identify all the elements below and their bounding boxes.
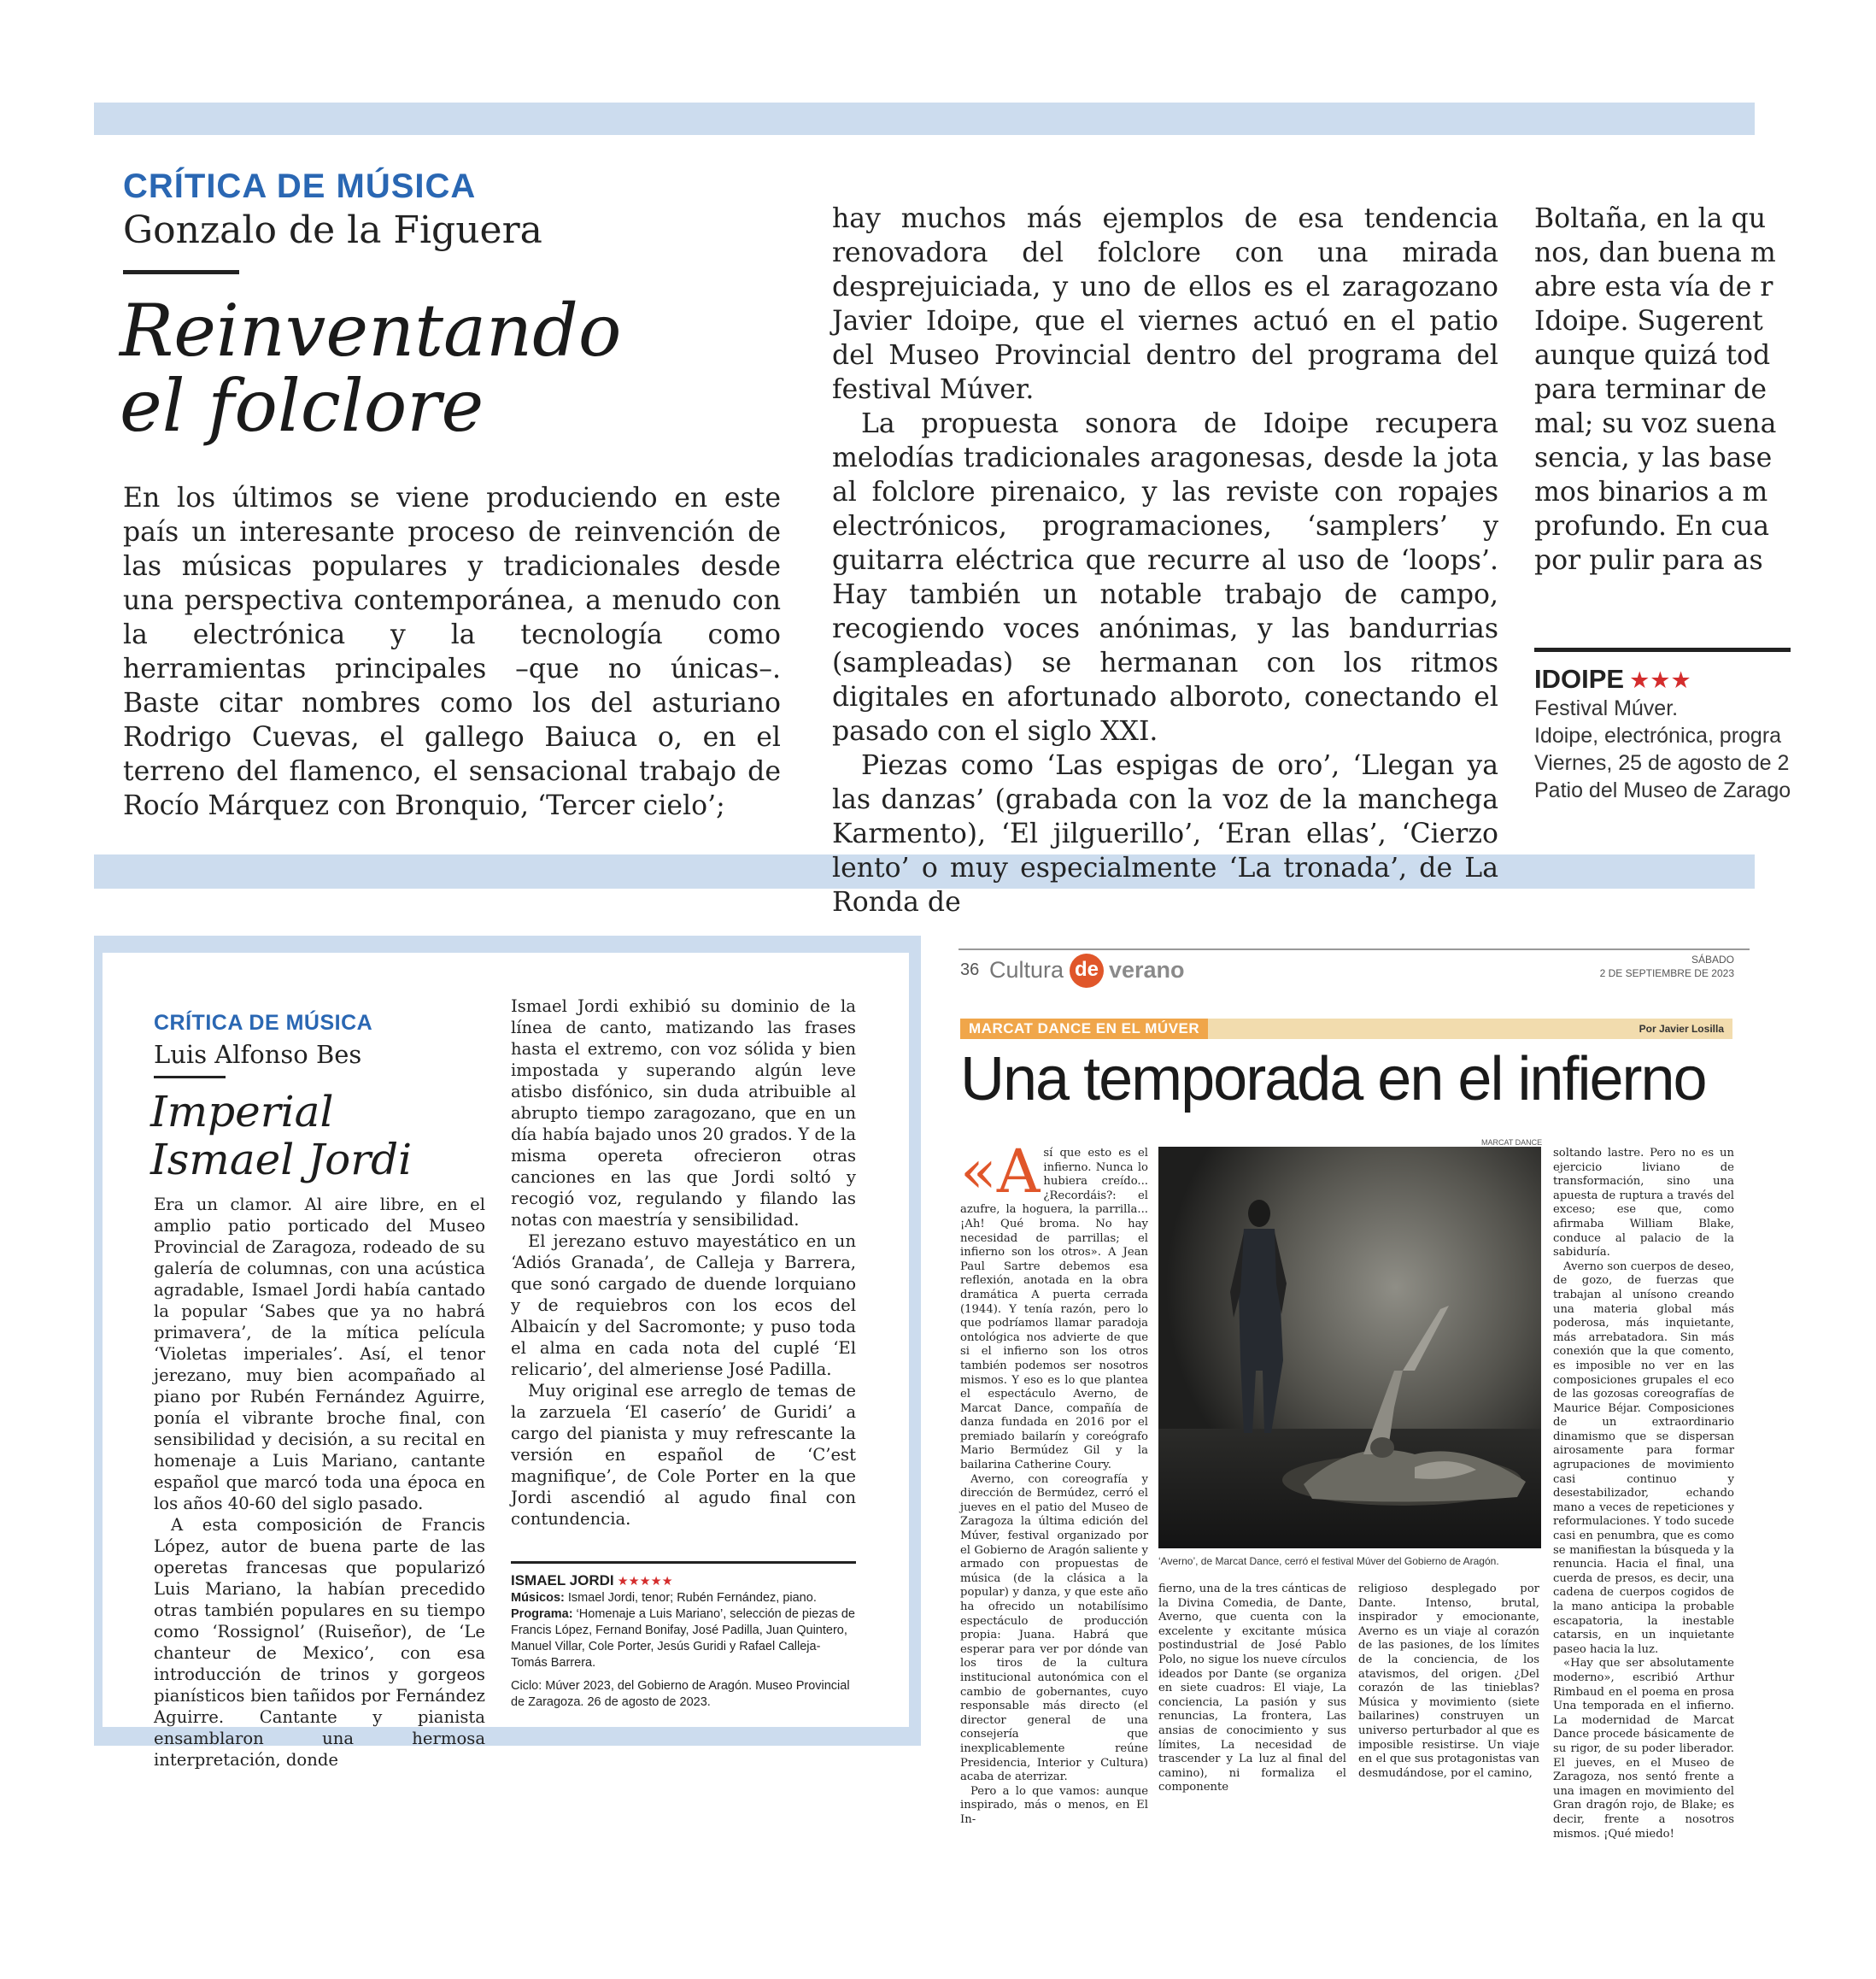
info-line: Patio del Museo de Zarago: [1534, 778, 1791, 802]
byline: Por Javier Losilla: [1639, 1023, 1724, 1035]
title-line-2: el folclore: [120, 364, 484, 448]
paragraph-text: sí que esto es el infierno. Nunca lo hubiera creído... ¿Recordáis?: el azufre, la hoguera, la parrilla... ¡Ah! Qué broma. No hay necesidad de parrillas; el infierno son los otros». A Jean Paul Sartre debemos esa reflexión, anotada en la obra dramática A puerta cerrada (1944). Y tenía razón, pero lo que podríamos llamar paradoja ontológica nos advierte de que si el infierno son los otros también podemos ser nosotros mismos. Y eso es lo que plantea el espectáculo Averno, de Marcat Dance, compañía de danza fundada en 2016 por el premiado bailarín y coreógrafo Mario Bermúdez Gil y la bailarina Catherine Coury.: [960, 1147, 1148, 1472]
text-line: profundo. En cua: [1534, 511, 1770, 542]
performer-name: IDOIPE: [1534, 664, 1625, 694]
paragraph: «Hay que ser absolutamente moderno», escribió Arthur Rimbaud en el poema en prosa Una temporada en el infierno. La modernidad de Marcat Dance procede básicamente de su rigor, de su poder liberador. El jueves, en el Museo de Zaragoza, nos sentó frente a una imagen en movimiento del Gran dragón rojo, de Blake; es decir, frente a nosotros mismos. ¡Qué miedo!: [1553, 1657, 1734, 1841]
paragraph: [960, 1136, 1148, 1473]
program-line: [511, 1606, 856, 1671]
kicker-label: MARCAT DANCE EN EL MÚVER: [960, 1019, 1208, 1039]
title-rule: [154, 1076, 226, 1078]
info-line: Idoipe, electrónica, progra: [1534, 724, 1782, 748]
body-column-3: [1358, 1583, 1539, 1781]
section-brand-de-badge: de: [1070, 954, 1104, 988]
text-line: mal; su voz suena: [1534, 408, 1777, 439]
text-line: sencia, y las base: [1534, 443, 1773, 473]
text-line: nos, dan buena m: [1534, 238, 1776, 268]
paragraph: En los últimos se viene produciendo en este país un interesante proceso de reinvención de las músicas populares y tradicionales desde una perspectiva contemporánea, a menudo con la electrónica y la tecnología como herramientas principales –que no únicas–. Baste citar nombres como los del asturiano Rodrigo Cuevas, el gallego Baiuca o, en el terreno del flamenco, el sensacional trabajo de Rocío Márquez con Bronquio, ‘Tercer cielo’;: [123, 483, 781, 821]
clipping-idoipe-review: [94, 103, 1791, 918]
kicker-bar: [960, 1019, 1732, 1039]
paragraph: Era un clamor. Al aire libre, en el amplio patio porticado del Museo Provincial de Zaragoza, rodeado de su galería de columnas, con una acústica agradable, Ismael Jordi había cantado la popular ‘Sabes que ya no habrá primavera’, de la mítica película ‘Violetas imperiales’. Así, el tenor jerezano, muy bien acompañado al piano por Rubén Fernández Aguirre, ponía el vibrante broche final, con sensibilidad y decisión, a su recital en homenaje a Luis Mariano, cantante español que marcó toda una época en los años 40-60 del siglo pasado.: [154, 1195, 485, 1513]
title-line-1: Reinventando: [120, 289, 622, 373]
section-label: CRÍTICA DE MÚSICA: [123, 167, 477, 205]
issue-day: SÁBADO: [1691, 954, 1734, 966]
section-brand-verano: verano: [1109, 957, 1185, 983]
paragraph: Averno, con coreografía y dirección de Bermúdez, cerró el jueves en el patio del Museo de Zaragoza la última edición del Múver, festival organizado por el Gobierno de Aragón saliente y armado con propuestas de música (de la clásica a la popular) y danza, y que este año ha ofrecido un notabilísimo espectáculo de producción propia: Juana. Habrá que esperar para ver por dónde van los tiros de la cultura institucional autonómica con el cambio de gobernantes, cuyo responsable más directo (el director general de una consejería que inexplicablemente reúne Presidencia, Interior y Cultura) acaba de aterrizar.: [960, 1472, 1148, 1784]
body-column-2: [511, 995, 856, 1530]
program-label: Programa:: [511, 1607, 573, 1621]
paragraph: Muy original ese arreglo de temas de la zarzuela ‘El caserío’ de Guridi’ a cargo del pianista y muy refrescante la versión en español de ‘C’est magnifique’, de Cole Porter en la que Jordi ascendió al agudo final con contundencia.: [511, 1381, 856, 1529]
article-title: [120, 289, 622, 448]
author-name: Luis Alfonso Bes: [154, 1040, 362, 1069]
review-info-box: [511, 1561, 856, 1711]
dance-photo: [1158, 1147, 1541, 1548]
body-column-1: [154, 1194, 485, 1771]
body-column-4: [1553, 1147, 1734, 1841]
photo-credit: MARCAT DANCE: [1481, 1138, 1543, 1147]
page-top-rule: [959, 948, 1750, 950]
text-line: Idoipe. Sugerent: [1534, 306, 1763, 337]
author-name: Gonzalo de la Figuera: [123, 208, 542, 252]
clipping-paper: [103, 953, 909, 1770]
text-line: por pulir para as: [1534, 545, 1763, 576]
cycle-line: Ciclo: Múver 2023, del Gobierno de Aragón. Museo Provincial de Zaragoza. 26 de agosto de 2023.: [511, 1679, 850, 1709]
paragraph: Ismael Jordi exhibió su dominio de la línea de canto, matizando las frases hasta el extremo, con voz sólida y bien impostada y superando algún leve atisbo disfónico, sin duda atribuible al abrupto tiempo zaragozano, que en un día había bajado unos 20 grados. Y de la misma opereta ofrecieron otras canciones en las que Jordi soltó y recogió voz, regulando y filando las notas con maestría y sensibilidad.: [511, 996, 856, 1230]
paragraph: A esta composición de Francis López, autor de buena parte de las operetas francesas que popularizó Luis Mariano, la habían precedido otras también populares en su tiempo como ‘Rossignol’ (Ruiseñor), de ‘Le chanteur de Mexico’, con esa introducción de trinos y gorgeos pianísticos bien tañidos por Fernández Aguirre. Cantante y pianista ensamblaron una hermosa interpretación, donde: [154, 1515, 485, 1770]
rating-stars: ★★★: [1629, 667, 1691, 693]
musicians-label: Músicos:: [511, 1591, 565, 1605]
musicians-value: Ismael Jordi, tenor; Rubén Fernández, piano.: [564, 1591, 817, 1605]
body-column-2: [1158, 1583, 1346, 1795]
paragraph: religioso desplegado por Dante. Intenso, brutal, inspirador y emocionante, Averno es un viaje al corazón de las pasiones, de los límites de la conciencia, de los atavismos, del origen. ¿Del corazón de las tinieblas? Música y movimiento (siete bailarines) construyen un universo perturbador al que es imposible resistirse. Un viaje en el que sus protagonistas van desmudándose, por el camino,: [1358, 1583, 1539, 1780]
paragraph: hay muchos más ejemplos de esa tendencia renovadora del folclore con una mirada desprejuiciada, y uno de ellos es el zaragozano Javier Idoipe, que el viernes actuó en el patio del Museo Provincial dentro del programa del festival Múver.: [832, 203, 1498, 405]
text-line: aunque quizá tod: [1534, 340, 1771, 371]
performer-name: ISMAEL JORDI: [511, 1572, 614, 1588]
dance-photo-illustration: [1158, 1147, 1541, 1548]
section-label: CRÍTICA DE MÚSICA: [154, 1011, 373, 1035]
title-rule: [123, 270, 239, 274]
paragraph: La propuesta sonora de Idoipe recupera melodías tradicionales aragonesas, desde la jota al folclore pirenaico, y las reviste con ropajes electrónicos, programaciones, ‘samplers’ y guitarra eléctrica que recurre al uso de ‘loops’. Hay también un notable trabajo de campo, recogiendo voces anónimas, y las bandurrias (sampleadas) se hermanan con los ritmos digitales en afortunado alboroto, conectando el pasado con el siglo XXI.: [832, 408, 1498, 747]
info-line: Festival Múver.: [1534, 696, 1679, 720]
paragraph: Piezas como ‘Las espigas de oro’, ‘Llegan ya las danzas’ (grabada con la voz de la manchega Karmento), ‘El jilguerillo’, ‘Eran ellas’, ‘Cierzo lento’ o muy especialmente ‘La tronada’, de La Ronda de: [832, 750, 1498, 918]
info-line: Viernes, 25 de agosto de 2: [1534, 751, 1790, 775]
clipping-marcat-dance: [959, 948, 1750, 1841]
article-title: [150, 1088, 412, 1183]
section-brand-cultura: Cultura: [989, 957, 1064, 983]
headline: Una temporada en el infierno: [960, 1045, 1706, 1113]
page-number: 36: [960, 960, 980, 979]
issue-date: 2 DE SEPTIEMBRE DE 2023: [1599, 967, 1734, 979]
paragraph: soltando lastre. Pero no es un ejercicio liviano de transformación, sino una apuesta de ruptura a través del exceso; ese que, como afirmaba William Blake, conduce al palacio de la sabiduría.: [1553, 1147, 1734, 1260]
rating-stars: ★★★★★: [617, 1575, 673, 1588]
program-value: ‘Homenaje a Luis Mariano’, selección de piezas de Francis López, Fernand Bonifay, José Padilla, Juan Quintero, Manuel Villar, Cole Porter, Jesús Guridi y Rafael Calleja-Tomás Barrera.: [511, 1607, 855, 1670]
photo-caption: ‘Averno’, de Marcat Dance, cerró el festival Múver del Gobierno de Aragón.: [1158, 1555, 1499, 1567]
paragraph: El jerezano estuvo mayestático en un ‘Adiós Granada’, de Calleja y Barrera, que sonó cargado de duende lorquiano y de requiebros con los ecos del Albaicín y del Sacromonte; y puso toda el alma en cada nota del cuplé ‘El relicario’, del almeriense José Padilla.: [511, 1231, 856, 1379]
title-line-2: Ismael Jordi: [150, 1135, 413, 1184]
body-column-3-cropped: [1534, 202, 1876, 578]
text-line: abre esta vía de r: [1534, 272, 1773, 302]
body-column-1: [123, 481, 781, 823]
text-line: mos binarios a m: [1534, 477, 1768, 508]
paragraph: Pero a lo que vamos: aunque inspirado, más o menos, en El In-: [960, 1784, 1148, 1826]
text-line: para terminar de: [1534, 374, 1768, 405]
drop-cap: «A: [960, 1136, 1041, 1207]
body-column-1: [960, 1136, 1148, 1828]
text-line: Boltaña, en la qu: [1534, 203, 1766, 234]
body-column-2: [832, 202, 1498, 919]
paragraph: Averno son cuerpos de deseo, de gozo, de fuerzas que trabajan al unísono creando una materia global más poderosa, más inquietante, más arrebatadora. Sin más conexión que la que comento, es imposible no ver en las composiciones grupales el eco de las gozosas coreografías de Maurice Béjar. Composiciones de un extraordinario dinamismo que se dispersan airosamente para formar agrupaciones de movimiento casi continuo y desestabilizador, echando mano a veces de repeticiones y reformulaciones. Y todo sucede casi en penumbra, que es como se manifiestan la búsqueda y la renuncia. Hacia el final, una cuerda de presos, es decir, una cadena de cuerpos cogidos de la mano anticipa la probable escapatoria, la inestable catarsis, en un inquietante paseo hacia la luz.: [1553, 1260, 1734, 1656]
musicians-line: [511, 1590, 856, 1606]
clipping-ismael-jordi-review: [94, 936, 921, 1770]
title-line-1: Imperial: [150, 1087, 334, 1136]
review-info-box: [1534, 648, 1791, 804]
paragraph: fierno, una de la tres cánticas de la Divina Comedia, de Dante, Averno, que cuenta con la excelente y excitante música postindustrial de José Pablo Polo, no sigue los nueve círculos ideados por Dante (se organiza en siete cuadros: El viaje, La conciencia, La pasión y sus renuncias, La frontera, Las ansias de conocimiento y sus límites, La necesidad de trascender y La luz al final del camino), ni formaliza el componente: [1158, 1583, 1346, 1794]
